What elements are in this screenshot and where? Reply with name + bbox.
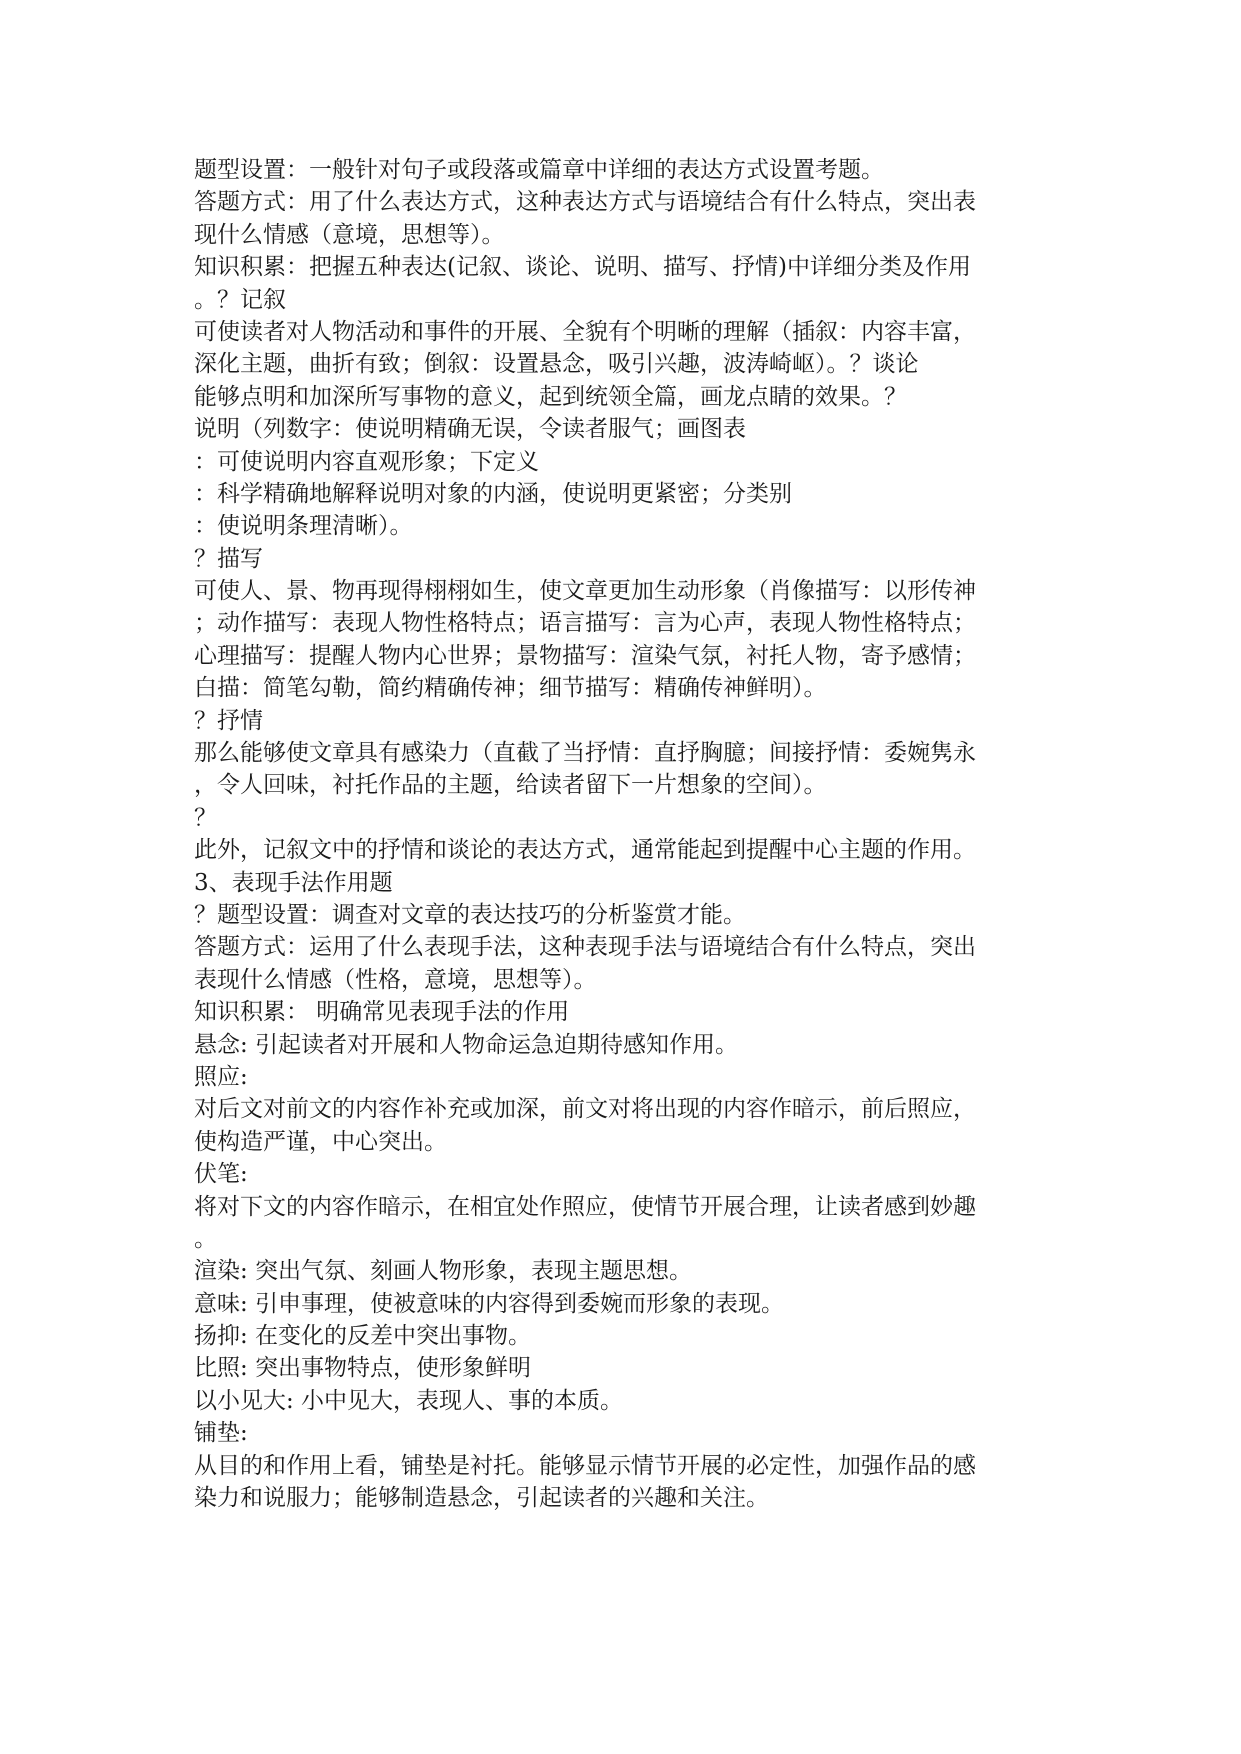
text-line: 心理描写：提醒人物内心世界；景物描写：渲染气氛，衬托人物，寄予感情； bbox=[194, 642, 976, 669]
text-line: 可使读者对人物活动和事件的开展、全貌有个明晰的理解（插叙：内容丰富， bbox=[194, 318, 976, 345]
text-line: ；动作描写：表现人物性格特点；语言描写：言为心声，表现人物性格特点； bbox=[194, 610, 976, 637]
text-line: 能够点明和加深所写事物的意义，起到统领全篇，画龙点睛的效果。？ bbox=[194, 383, 907, 410]
text-line: ：使说明条理清晰）。 bbox=[194, 513, 413, 540]
text-line: 以小见大: 小中见大，表现人、事的本质。 bbox=[194, 1387, 624, 1414]
text-line: 从目的和作用上看，铺垫是衬托。能够显示情节开展的必定性，加强作品的感 bbox=[194, 1452, 976, 1479]
text-line: 深化主题，曲折有致；倒叙：设置悬念，吸引兴趣，波涛崎岖）。？谈论 bbox=[194, 351, 919, 378]
text-line: 此外，记叙文中的抒情和谈论的表达方式，通常能起到提醒中心主题的作用。 bbox=[194, 837, 976, 864]
text-line: ，令人回味，衬托作品的主题，给读者留下一片想象的空间）。 bbox=[194, 772, 827, 799]
text-line: ：可使说明内容直观形象；下定义 bbox=[194, 448, 539, 475]
text-line: ？抒情 bbox=[194, 707, 263, 734]
text-line: 白描：简笔勾勒，简约精确传神；细节描写：精确传神鲜明）。 bbox=[194, 675, 827, 702]
text-line: 答题方式：用了什么表达方式，这种表达方式与语境结合有什么特点，突出表 bbox=[194, 189, 976, 216]
text-line: 说明（列数字：使说明精确无误，令读者服气；画图表 bbox=[194, 416, 746, 443]
text-line: 表现什么情感（性格，意境，思想等）。 bbox=[194, 966, 597, 993]
text-line: 渲染: 突出气氛、刻画人物形象，表现主题思想。 bbox=[194, 1258, 693, 1285]
text-line: 意味: 引申事理，使被意味的内容得到委婉而形象的表现。 bbox=[194, 1290, 785, 1317]
text-line: 比照: 突出事物特点，使形象鲜明 bbox=[194, 1355, 532, 1382]
text-line: 知识积累： 明确常见表现手法的作用 bbox=[194, 999, 570, 1026]
text-line: 答题方式：运用了什么表现手法，这种表现手法与语境结合有什么特点，突出 bbox=[194, 934, 976, 961]
text-line: ？题型设置：调查对文章的表达技巧的分析鉴赏才能。 bbox=[194, 901, 746, 928]
text-line: 铺垫: bbox=[194, 1420, 248, 1447]
text-line: ：科学精确地解释说明对象的内涵，使说明更紧密；分类别 bbox=[194, 480, 792, 507]
text-line: 对后文对前文的内容作补充或加深，前文对将出现的内容作暗示，前后照应， bbox=[194, 1096, 976, 1123]
text-line: 题型设置：一般针对句子或段落或篇章中详细的表达方式设置考题。 bbox=[194, 157, 884, 183]
text-line: 那么能够使文章具有感染力（直截了当抒情：直抒胸臆；间接抒情：委婉隽永 bbox=[194, 740, 976, 767]
text-line: 扬抑: 在变化的反差中突出事物。 bbox=[194, 1323, 532, 1350]
text-line: 。？记叙 bbox=[194, 286, 286, 313]
text-line: 知识积累：把握五种表达(记叙、谈论、说明、描写、抒情)中详细分类及作用 bbox=[194, 254, 971, 281]
text-line: ？ bbox=[194, 804, 217, 831]
text-line: 现什么情感（意境，思想等）。 bbox=[194, 221, 505, 248]
text-line: 染力和说服力；能够制造悬念，引起读者的兴趣和关注。 bbox=[194, 1485, 769, 1512]
section-heading: 3、表现手法作用题 bbox=[194, 869, 393, 896]
text-line: 。 bbox=[194, 1225, 217, 1252]
text-line: 照应: bbox=[194, 1063, 248, 1090]
text-line: 将对下文的内容作暗示，在相宜处作照应，使情节开展合理，让读者感到妙趣 bbox=[194, 1193, 976, 1220]
text-line: 使构造严谨，中心突出。 bbox=[194, 1128, 447, 1155]
document-body bbox=[194, 154, 1054, 1514]
text-line: 悬念: 引起读者对开展和人物命运急迫期待感知作用。 bbox=[194, 1031, 739, 1058]
text-line: ？描写 bbox=[194, 545, 263, 572]
text-line: 伏笔: bbox=[194, 1161, 248, 1188]
text-line: 可使人、景、物再现得栩栩如生，使文章更加生动形象（肖像描写：以形传神 bbox=[194, 578, 976, 605]
